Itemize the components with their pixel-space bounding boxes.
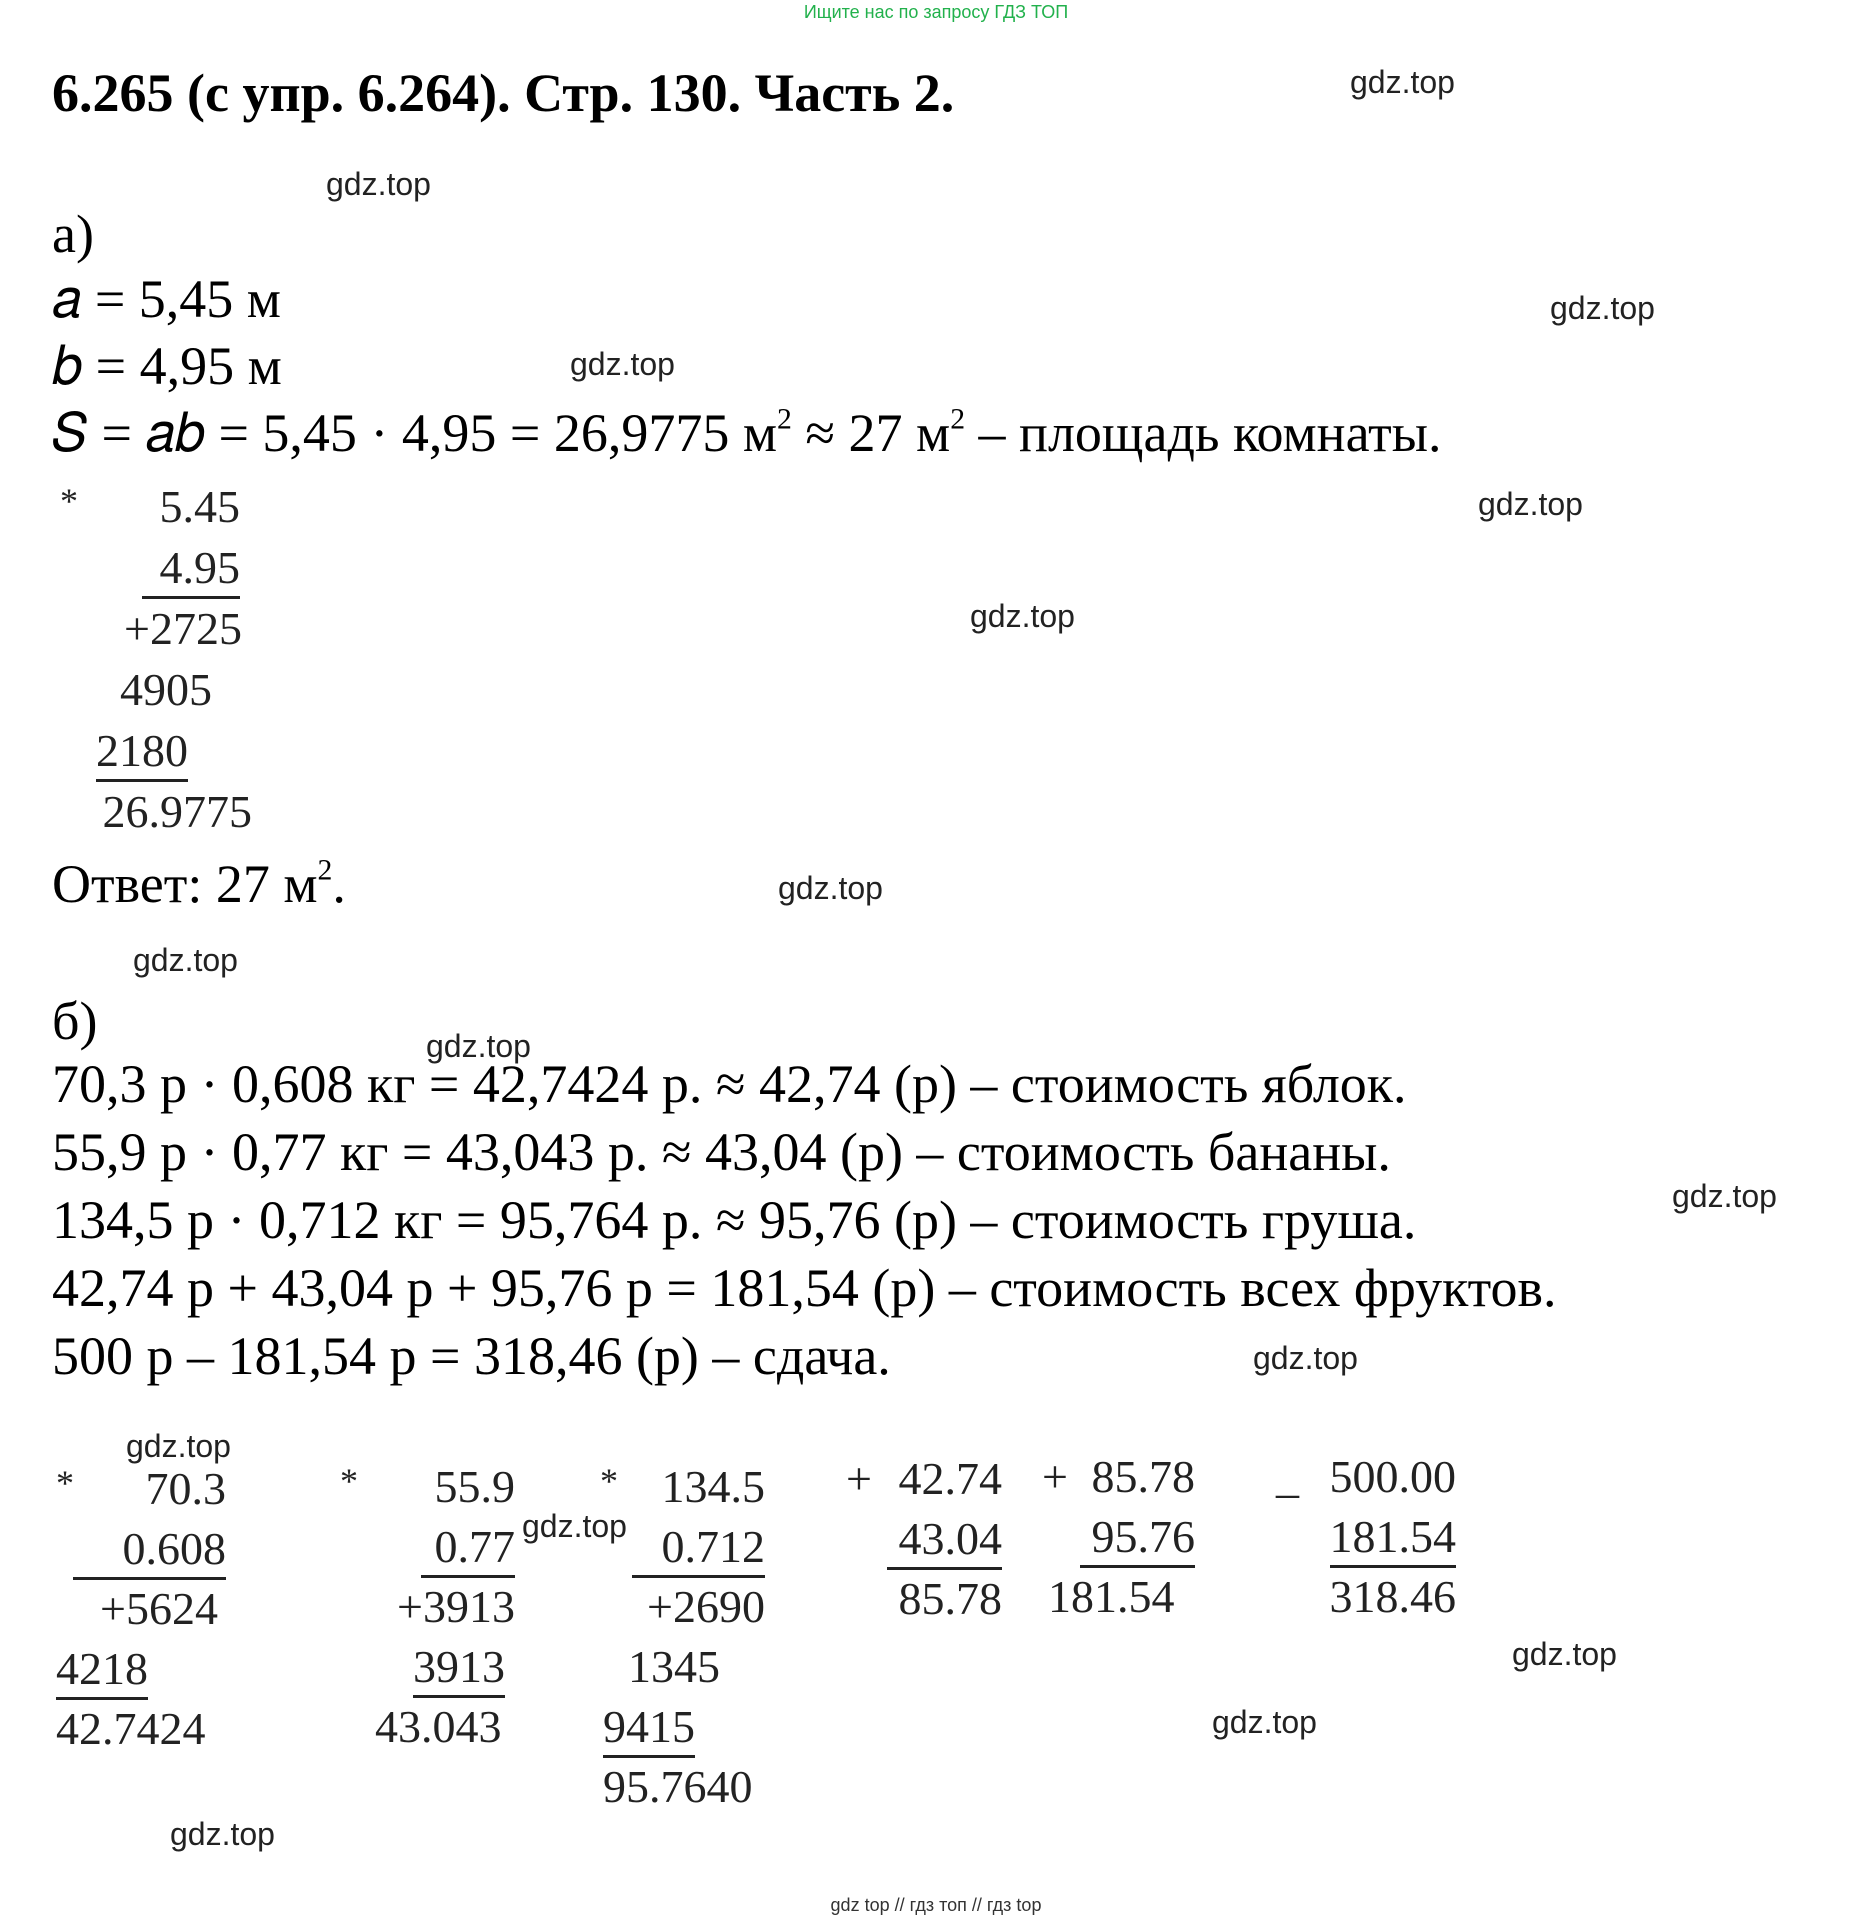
calc-row: +3913 xyxy=(397,1581,515,1632)
calc-change xyxy=(1276,1450,1466,1640)
part-b-line-apples: 70,3 р · 0,608 кг = 42,7424 р. ≈ 42,74 (р) – стоимость яблок. xyxy=(52,1054,1407,1114)
calc-row: 42.7424 xyxy=(56,1703,206,1754)
calc-row: 4905 xyxy=(120,664,212,715)
part-b-line-change: 500 р – 181,54 р = 318,46 (р) – сдача. xyxy=(52,1326,891,1386)
watermark: gdz.top xyxy=(1212,1704,1317,1740)
area-description: – площадь комнаты. xyxy=(965,403,1442,463)
area-exponent: 2 xyxy=(777,403,792,436)
part-b-line-pears: 134,5 р · 0,712 кг = 95,764 р. ≈ 95,76 (р) – стоимость груша. xyxy=(52,1190,1417,1250)
watermark: gdz.top xyxy=(522,1508,627,1544)
part-a-answer xyxy=(52,853,346,915)
top-note: Ищите нас по запросу ГДЗ ТОП xyxy=(803,2,1069,22)
part-b-line-total: 42,74 р + 43,04 р + 95,76 р = 181,54 (р) – стоимость всех фруктов. xyxy=(52,1258,1557,1318)
calc-row: 42.74 xyxy=(898,1453,1002,1504)
answer-exponent: 2 xyxy=(317,854,333,887)
calc-row: 134.5 xyxy=(661,1461,765,1512)
part-a-line-b: 𝑏 = 4,95 м xyxy=(52,336,282,396)
watermark: gdz.top xyxy=(1512,1636,1617,1672)
calc-row: 55.9 xyxy=(434,1461,515,1512)
calc-row: 0.608 xyxy=(73,1522,227,1580)
calc-operator: * xyxy=(60,481,78,521)
calc-row: 4218 xyxy=(56,1642,148,1700)
calc-sum-1 xyxy=(846,1452,1006,1642)
part-a-label: а) xyxy=(52,204,94,264)
area-approx-exponent: 2 xyxy=(950,403,966,436)
calc-operator: * xyxy=(56,1463,74,1503)
calc-row: 2180 xyxy=(96,724,188,782)
part-a-line-area xyxy=(52,402,1442,465)
calc-operator: * xyxy=(600,1461,618,1501)
calc-row: 318.46 xyxy=(1329,1571,1456,1622)
calc-row: 95.76 xyxy=(1080,1510,1196,1568)
calc-row: 85.78 xyxy=(1091,1451,1195,1502)
calc-operator: + xyxy=(846,1453,872,1504)
watermark: gdz.top xyxy=(426,1028,531,1064)
watermark: gdz.top xyxy=(126,1428,231,1464)
calc-sum-2 xyxy=(1040,1450,1205,1640)
part-b-line-bananas: 55,9 р · 0,77 кг = 43,043 р. ≈ 43,04 (р) – стоимость бананы. xyxy=(52,1122,1391,1182)
calc-row: 85.78 xyxy=(898,1573,1002,1624)
calc-row: +2690 xyxy=(647,1581,765,1632)
watermark: gdz.top xyxy=(133,942,238,978)
calc-row: 26.9775 xyxy=(102,786,252,837)
page-title: 6.265 (с упр. 6.264). Стр. 130. Часть 2. xyxy=(52,63,955,123)
calc-row: 181.54 xyxy=(1048,1571,1175,1622)
part-a-line-a: 𝑎 = 5,45 м xyxy=(52,269,281,329)
calc-row: 0.712 xyxy=(632,1520,766,1578)
calc-row: 0.77 xyxy=(421,1520,516,1578)
calc-row: 95.7640 xyxy=(603,1761,753,1812)
footer-note: gdz top // гдз топ // гдз top xyxy=(830,1895,1042,1915)
calc-row: 43.043 xyxy=(375,1701,502,1752)
calc-row: 181.54 xyxy=(1330,1510,1457,1568)
calc-row: 3913 xyxy=(413,1640,505,1698)
calc-row: +2725 xyxy=(124,603,242,654)
watermark: gdz.top xyxy=(778,870,883,906)
calc-bananas xyxy=(340,1460,515,1760)
part-b-label: б) xyxy=(52,991,98,1051)
watermark: gdz.top xyxy=(1672,1178,1777,1214)
calc-apples xyxy=(56,1462,226,1762)
calc-row: +5624 xyxy=(100,1583,218,1634)
watermark: gdz.top xyxy=(570,346,675,382)
calc-area xyxy=(60,480,260,840)
watermark: gdz.top xyxy=(326,166,431,202)
watermark: gdz.top xyxy=(1350,64,1455,100)
area-formula: 𝑆 = 𝑎𝑏 = 5,45 · 4,95 = 26,9775 м xyxy=(52,403,778,463)
watermark: gdz.top xyxy=(970,598,1075,634)
answer-text: Ответ: 27 м xyxy=(52,854,318,914)
calc-operator: + xyxy=(1042,1451,1068,1502)
calc-operator: * xyxy=(340,1461,358,1501)
calc-row: 1345 xyxy=(628,1641,720,1692)
calc-row: 5.45 xyxy=(159,481,240,532)
calc-row: 70.3 xyxy=(145,1463,226,1514)
area-approx: ≈ 27 м xyxy=(791,403,951,463)
answer-period: . xyxy=(332,854,346,914)
calc-row: 43.04 xyxy=(887,1512,1003,1570)
watermark: gdz.top xyxy=(1550,290,1655,326)
watermark: gdz.top xyxy=(1478,486,1583,522)
calc-row: 9415 xyxy=(603,1700,695,1758)
watermark: gdz.top xyxy=(1253,1340,1358,1376)
watermark: gdz.top xyxy=(170,1816,275,1852)
calc-row: 4.95 xyxy=(142,541,241,599)
calc-row: 500.00 xyxy=(1329,1451,1456,1502)
calc-operator: _ xyxy=(1276,1451,1299,1502)
